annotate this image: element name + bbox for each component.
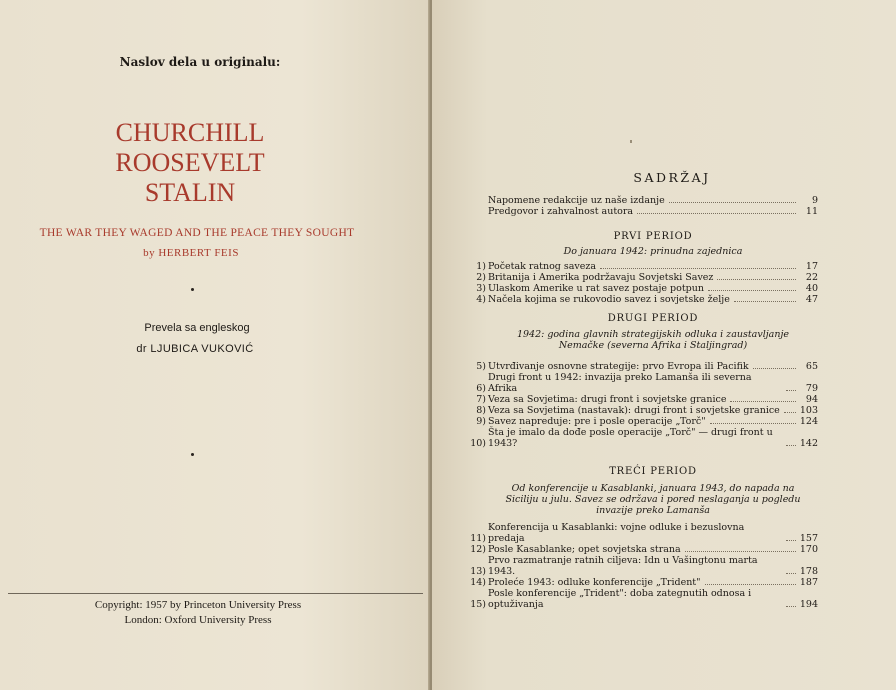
leader-dots bbox=[753, 368, 796, 369]
toc-entry-page: 170 bbox=[799, 544, 818, 555]
copyright-block bbox=[0, 598, 396, 628]
divider-rule bbox=[8, 593, 423, 594]
toc-entry bbox=[476, 361, 818, 372]
leader-dots bbox=[600, 268, 796, 269]
toc-period-1 bbox=[476, 231, 818, 305]
title-line-roosevelt: ROOSEVELT bbox=[115, 148, 265, 177]
toc-entry bbox=[476, 272, 818, 283]
toc-entry-text: Načela kojima se rukovodio savez i sovjetske želje bbox=[488, 294, 730, 305]
toc-entry-text: Predgovor i zahvalnost autora bbox=[488, 206, 634, 217]
toc-entry-number: 6) bbox=[476, 383, 486, 394]
translator-name: dr LJUBICA VUKOVIĆ bbox=[136, 343, 254, 355]
toc-entry-page: 47 bbox=[805, 294, 818, 305]
toc-entry bbox=[488, 195, 818, 206]
toc-entry-page: 124 bbox=[799, 416, 818, 427]
toc-entry-text: Šta je imalo da dođe posle operacije „Torč" — drugi front u 1943? bbox=[488, 427, 773, 449]
toc-entry-number: 3) bbox=[476, 283, 486, 294]
toc-entry-text: Veza sa Sovjetima (nastavak): drugi front i sovjetske granice bbox=[488, 405, 780, 416]
toc-entry bbox=[476, 416, 818, 427]
toc-entry-text: Veza sa Sovjetima: drugi front i sovjetske granice bbox=[488, 394, 727, 405]
leader-dots bbox=[786, 445, 796, 446]
toc-heading: SADRŽAJ bbox=[633, 170, 711, 185]
leader-dots bbox=[685, 551, 796, 552]
toc-entry bbox=[470, 588, 818, 610]
leader-dots bbox=[734, 301, 796, 302]
book-author: by HERBERT FEIS bbox=[143, 247, 239, 259]
toc-entry-page: 178 bbox=[799, 566, 818, 577]
original-title-label: Naslov dela u originalu: bbox=[119, 55, 281, 69]
leader-dots bbox=[786, 540, 796, 541]
leader-dots bbox=[637, 213, 796, 214]
toc-entry bbox=[470, 577, 818, 588]
leader-dots bbox=[717, 279, 796, 280]
toc-entry bbox=[476, 261, 818, 272]
book-subtitle: THE WAR THEY WAGED AND THE PEACE THEY SOUGHT bbox=[39, 227, 355, 239]
toc-entry-text: Drugi front u 1942: invazija preko Lamanša ili severna Afrika bbox=[488, 372, 752, 394]
leader-dots bbox=[730, 401, 796, 402]
toc-entry-number: 14) bbox=[470, 577, 486, 588]
toc-entry-text: Prvo razmatranje ratnih ciljeva: Idn u Vašingtonu marta 1943. bbox=[488, 555, 758, 577]
copyright-line: Copyright: 1957 by Princeton University Press bbox=[94, 599, 302, 611]
toc-entry bbox=[476, 294, 818, 305]
period-description: Od konferencije u Kasablanki, januara 1943, do napada na Siciliju u julu. Savez se održava i pored neslaganja u pogledu invazije preko Lamanša bbox=[505, 483, 801, 516]
toc-entry bbox=[476, 405, 818, 416]
toc-entry bbox=[470, 427, 818, 449]
toc-period-2 bbox=[470, 313, 818, 449]
toc-entry-number: 10) bbox=[470, 438, 486, 449]
leader-dots bbox=[784, 412, 796, 413]
toc-entry-number: 13) bbox=[470, 566, 486, 577]
toc-entry-text: Posle konferencije „Trident": doba zategnutih odnosa i optuživanja bbox=[488, 588, 752, 610]
toc-entry-text: Posle Kasablanke; opet sovjetska strana bbox=[488, 544, 681, 555]
toc-entry-page: 9 bbox=[811, 195, 818, 206]
translated-label: Prevela sa engleskog bbox=[144, 322, 250, 334]
toc-entry-text: Proleće 1943: odluke konferencije „Trident" bbox=[488, 577, 701, 588]
period-title: DRUGI PERIOD bbox=[607, 313, 699, 324]
toc-entry-text: Početak ratnog saveza bbox=[488, 261, 597, 272]
toc-entry-number: 11) bbox=[470, 533, 486, 544]
toc-entry-number: 1) bbox=[476, 261, 486, 272]
toc-entry-page: 40 bbox=[805, 283, 818, 294]
toc-entry-text: Ulaskom Amerike u rat savez postaje potpun bbox=[488, 283, 704, 294]
title-line-stalin: STALIN bbox=[144, 178, 236, 207]
toc-entry bbox=[476, 372, 818, 394]
toc-entry-text: Britanija i Amerika podržavaju Sovjetski Savez bbox=[488, 272, 714, 283]
toc-entry-page: 187 bbox=[799, 577, 818, 588]
toc-entry-text: Konferencija u Kasablanki: vojne odluke i bezuslovna predaja bbox=[488, 522, 745, 544]
toc-entry bbox=[476, 394, 818, 405]
leader-dots bbox=[786, 573, 796, 574]
leader-dots bbox=[710, 423, 796, 424]
toc-entry-number: 4) bbox=[476, 294, 486, 305]
leader-dots bbox=[708, 290, 796, 291]
toc-entry-page: 103 bbox=[799, 405, 818, 416]
leader-dots bbox=[669, 202, 796, 203]
paper-mark bbox=[630, 140, 632, 143]
toc-entry-text: Napomene redakcije uz naše izdanje bbox=[488, 195, 665, 206]
toc-entry-page: 17 bbox=[805, 261, 818, 272]
toc-entry-number: 2) bbox=[476, 272, 486, 283]
toc-entry-page: 79 bbox=[805, 383, 818, 394]
toc-period-3 bbox=[470, 466, 818, 610]
toc-front-matter bbox=[488, 195, 818, 217]
leader-dots bbox=[786, 606, 796, 607]
publisher-line: London: Oxford University Press bbox=[124, 614, 272, 626]
toc-entry-page: 22 bbox=[805, 272, 818, 283]
toc-entry-page: 194 bbox=[799, 599, 818, 610]
toc-entry-page: 65 bbox=[805, 361, 818, 372]
toc-entry-number: 5) bbox=[476, 361, 486, 372]
toc-entry bbox=[476, 283, 818, 294]
period-title: PRVI PERIOD bbox=[613, 231, 693, 242]
period-title: TREĆI PERIOD bbox=[609, 466, 697, 477]
toc-entry bbox=[470, 522, 818, 544]
toc-entry-number: 8) bbox=[476, 405, 486, 416]
right-page bbox=[432, 0, 896, 690]
toc-entry bbox=[488, 206, 818, 217]
book-title bbox=[0, 118, 380, 208]
period-description: Do januara 1942: prinudna zajednica bbox=[563, 246, 743, 257]
leader-dots bbox=[786, 390, 796, 391]
title-line-churchill: CHURCHILL bbox=[115, 118, 265, 147]
leader-dots bbox=[705, 584, 796, 585]
toc-entry bbox=[470, 544, 818, 555]
toc-entry bbox=[470, 555, 818, 577]
toc-entry-page: 142 bbox=[799, 438, 818, 449]
toc-entry-number: 15) bbox=[470, 599, 486, 610]
ornament-dot bbox=[191, 453, 194, 456]
toc-entry-number: 7) bbox=[476, 394, 486, 405]
ornament-dot bbox=[191, 288, 194, 291]
toc-entry-page: 94 bbox=[805, 394, 818, 405]
period-description: 1942: godina glavnih strategijskih odluka i zaustavljanje Nemačke (severna Afrika i Staljingrad) bbox=[516, 329, 790, 351]
toc-entry-page: 11 bbox=[805, 206, 818, 217]
left-page bbox=[0, 0, 430, 690]
toc-entry-page: 157 bbox=[799, 533, 818, 544]
toc-entry-number: 12) bbox=[470, 544, 486, 555]
toc-entry-text: Savez napreduje: pre i posle operacije „Torč" bbox=[488, 416, 706, 427]
toc-entry-number: 9) bbox=[476, 416, 486, 427]
toc-entry-text: Utvrđivanje osnovne strategije: prvo Evropa ili Pacifik bbox=[488, 361, 749, 372]
